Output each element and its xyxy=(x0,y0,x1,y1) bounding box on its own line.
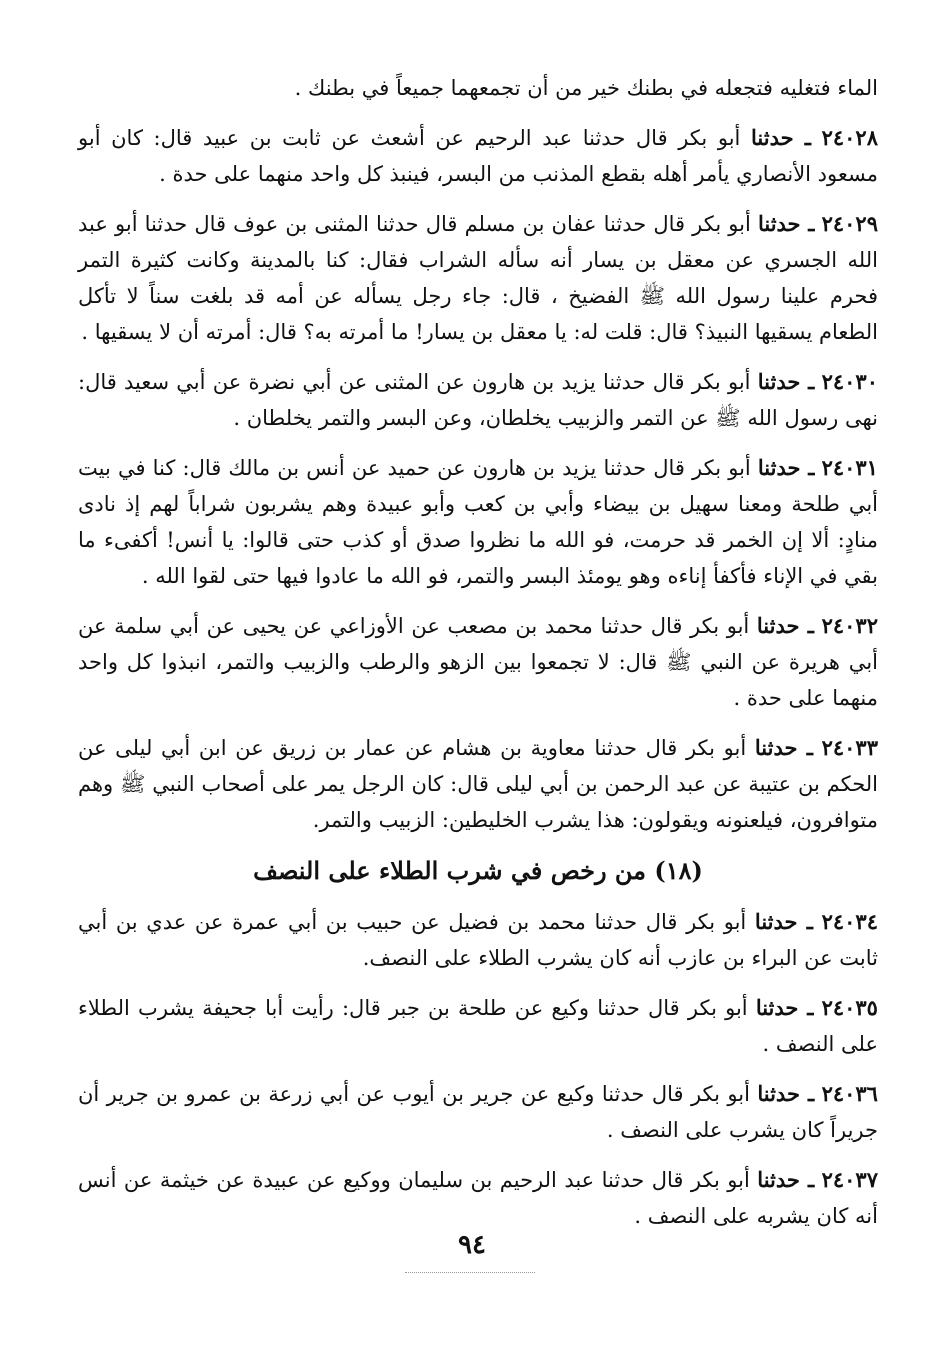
hadith-number: ٢٤٠٣٧ xyxy=(821,1167,878,1192)
page-number: ٩٤ xyxy=(458,1230,486,1260)
hadith-paragraph xyxy=(78,1162,878,1234)
hadith-text: أبو بكر قال حدثنا وكيع عن جرير بن أيوب عن أبي زرعة بن عمرو بن جرير أن جريراً كان يشرب على النصف . xyxy=(78,1082,878,1142)
hadith-paragraph xyxy=(78,450,878,594)
hadith-text: أبو بكر قال حدثنا محمد بن فضيل عن حبيب بن أبي عمرة عن عدي بن أبي ثابت عن البراء بن عازب أنه كان يشرب الطلاء على النصف. xyxy=(78,910,878,970)
hadith-paragraph xyxy=(78,904,878,976)
hadith-number: ٢٤٠٣٥ xyxy=(821,995,878,1020)
hadith-number: ٢٤٠٣٦ xyxy=(821,1081,878,1106)
hadith-group-a xyxy=(78,120,878,838)
hadith-lead: ـ حدثنا xyxy=(757,1167,815,1192)
hadith-lead: ـ حدثنا xyxy=(757,369,815,394)
hadith-lead: ـ حدثنا xyxy=(754,909,813,934)
section-heading: (١٨) من رخص في شرب الطلاء على النصف xyxy=(253,856,703,885)
hadith-text: أبو بكر قال حدثنا عبد الرحيم بن سليمان ووكيع عن عبيدة عن خيثمة عن أنس أنه كان يشربه على النصف . xyxy=(78,1168,878,1228)
hadith-number: ٢٤٠٣٣ xyxy=(821,735,878,760)
hadith-number: ٢٤٠٢٩ xyxy=(821,211,878,236)
footer-divider xyxy=(405,1272,535,1273)
hadith-lead: ـ حدثنا xyxy=(757,1081,815,1106)
hadith-paragraph xyxy=(78,206,878,350)
hadith-lead: ـ حدثنا xyxy=(757,455,815,480)
hadith-text: أبو بكر قال حدثنا معاوية بن هشام عن عمار بن زريق عن ابن أبي ليلى عن الحكم بن عتيبة عن عبد الرحمن بن أبي ليلى قال: كان الرجل يمر على أصحاب النبي ﷺ وهم متوافرون، فيلعنونه ويقولون: هذا يشرب الخليطين: الزبيب والتمر. xyxy=(78,736,878,832)
hadith-lead: ـ حدثنا xyxy=(750,125,811,150)
hadith-text: أبو بكر قال حدثنا يزيد بن هارون عن حميد عن أنس بن مالك قال: كنا في بيت أبي طلحة ومعنا سهيل بن بيضاء وأبي بن كعب وأبو عبيدة وهم يشربون شراباً لهم إذ نادى منادٍ: ألا إن الخمر قد حرمت، فو الله ما نظروا صدق أو كذب حتى قالوا: يا أنس! أكفىء ما بقي في الإناء فأكفأ إناءه وهو يومئذ البسر والتمر، فو الله ما عادوا فيها حتى لقوا الله . xyxy=(78,456,878,588)
hadith-number: ٢٤٠٣٤ xyxy=(821,909,878,934)
hadith-text: أبو بكر قال حدثنا وكيع عن طلحة بن جبر قال: رأيت أبا جحيفة يشرب الطلاء على النصف . xyxy=(78,996,878,1056)
hadith-number: ٢٤٠٣١ xyxy=(821,455,878,480)
hadith-number: ٢٤٠٢٨ xyxy=(821,125,878,150)
hadith-paragraph xyxy=(78,1076,878,1148)
continuation-text: الماء فتغليه فتجعله في بطنك خير من أن تجمعهما جميعاً في بطنك . xyxy=(294,76,878,100)
hadith-lead: ـ حدثنا xyxy=(754,735,813,760)
hadith-paragraph xyxy=(78,608,878,716)
hadith-number: ٢٤٠٣٢ xyxy=(821,613,878,638)
hadith-paragraph xyxy=(78,730,878,838)
hadith-text: أبو بكر قال حدثنا عبد الرحيم عن أشعث عن ثابت بن عبيد قال: كان أبو مسعود الأنصاري يأمر أهله بقطع المذنب من البسر، فينبذ كل واحد منهما على حدة . xyxy=(78,126,878,186)
hadith-number: ٢٤٠٣٠ xyxy=(821,369,878,394)
hadith-lead: ـ حدثنا xyxy=(756,613,814,638)
hadith-paragraph xyxy=(78,364,878,436)
hadith-lead: ـ حدثنا xyxy=(757,211,815,236)
hadith-text: أبو بكر قال حدثنا عفان بن مسلم قال حدثنا المثنى بن عوف قال حدثنا أبو عبد الله الجسري عن معقل بن يسار أنه سأله الشراب فقال: كنا بالمدينة وكانت كثيرة التمر فحرم علينا رسول الله ﷺ الفضيخ ، قال: جاء رجل يسأله عن أمه قد بلغت سناً لا تأكل الطعام يسقيها النبيذ؟ قال: قلت له: يا معقل بن يسار! ما أمرته به؟ قال: أمرته أن لا يسقيها . xyxy=(78,212,878,344)
hadith-paragraph xyxy=(78,120,878,192)
hadith-lead: ـ حدثنا xyxy=(755,995,814,1020)
hadith-text: أبو بكر قال حدثنا يزيد بن هارون عن المثنى عن أبي نضرة عن أبي سعيد قال: نهى رسول الله ﷺ عن التمر والزبيب يخلطان، وعن البسر والتمر يخلطان . xyxy=(78,370,878,430)
hadith-group-b xyxy=(78,904,878,1234)
hadith-paragraph xyxy=(78,990,878,1062)
hadith-text: أبو بكر قال حدثنا محمد بن مصعب عن الأوزاعي عن يحيى عن أبي سلمة عن أبي هريرة عن النبي ﷺ قال: لا تجمعوا بين الزهو والرطب والزبيب والتمر، انبذوا كل واحد منهما على حدة . xyxy=(78,614,878,710)
page-body xyxy=(78,70,878,1248)
